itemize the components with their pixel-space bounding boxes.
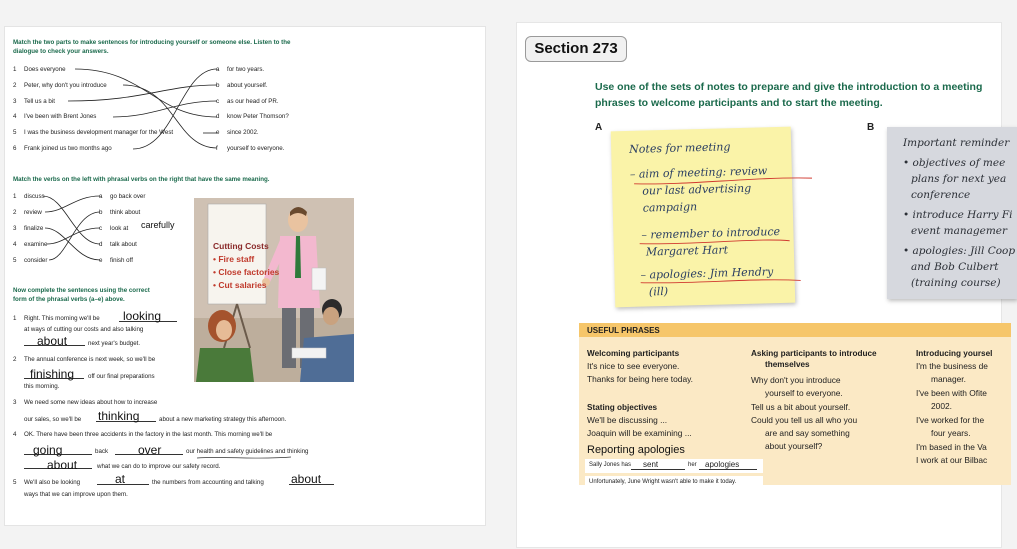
note-line: and Bob Culbert — [911, 261, 999, 273]
flipchart-title: Cutting Costs — [213, 241, 269, 251]
phrase-heading: Stating objectives — [587, 403, 658, 412]
item-letter: c — [216, 98, 220, 105]
sentence-1-line2: at ways of cutting our costs and also talking — [24, 326, 144, 333]
item-letter: a — [216, 66, 220, 73]
answer-blank — [631, 469, 685, 470]
item-number: 1 — [13, 66, 17, 73]
note-line: – aim of meeting: review — [629, 164, 768, 181]
item-number: 3 — [13, 399, 17, 406]
answer-apologies: apologies — [705, 460, 740, 469]
flipchart-text — [213, 240, 279, 292]
phrase-line: 2002. — [931, 401, 952, 411]
sentence-text: OK. There have been three accidents in the factory in the last month. This morning we'll be — [24, 431, 273, 438]
flipchart-item: • Close factories — [213, 267, 280, 277]
phrase-line: I'm the business de — [916, 361, 988, 371]
phrase-line: I work at our Bilbac — [916, 455, 988, 465]
sentence-4-line1 — [13, 431, 272, 439]
phrase-heading: Introducing yoursel — [916, 349, 993, 358]
phrase-line: I'm based in the Va — [916, 442, 987, 452]
item-letter: e — [216, 129, 220, 136]
phrase-heading-reporting-apologies: Reporting apologies — [587, 444, 685, 456]
exercise2-matching-lines — [5, 187, 125, 277]
sticky-note-a — [611, 127, 796, 308]
flipchart-item: • Cut salaries — [213, 280, 267, 290]
item-letter: f — [216, 145, 218, 152]
answer-looking: looking — [123, 309, 162, 323]
sentence-4-back: back — [95, 448, 109, 455]
underline-scribble — [195, 455, 295, 461]
sentence-3-line2-end: about a new marketing strategy this afternoon. — [159, 416, 287, 423]
exercise1-instruction-line1: Match the two parts to make sentences for introducing yourself or someone else. Listen to the — [13, 39, 291, 46]
item-text: go back over — [110, 193, 146, 200]
item-letter: a — [99, 193, 103, 200]
phrase-line: I've worked for the — [916, 415, 985, 425]
apology-text: Sally Jones has — [589, 462, 632, 468]
sentence-text: The annual conference is next week, so we'll be — [24, 356, 156, 363]
note-line: (ill) — [648, 284, 669, 299]
note-line: • objectives of mee — [903, 157, 1006, 169]
item-text: finish off — [110, 257, 133, 264]
sentence-1-line3: next year's budget. — [88, 340, 141, 347]
answer-over: over — [138, 443, 162, 457]
note-line: plans for next yea — [911, 173, 1007, 185]
item-text: I've been with Brent Jones — [24, 113, 97, 120]
note-line: conference — [911, 189, 971, 201]
exercise1-matching-lines — [5, 27, 485, 167]
phrase-line: I've been with Ofite — [916, 388, 987, 398]
item-letter: c — [99, 225, 103, 232]
exercise1-instruction-line2: dialogue to check your answers. — [13, 47, 109, 55]
note-line: event managemer — [911, 225, 1008, 237]
item-text: finalize — [24, 225, 44, 232]
phrase-line: It's nice to see everyone. — [587, 361, 680, 371]
note-label-a: A — [595, 122, 603, 133]
instruction-line2: phrases to welcome participants and to start the meeting. — [595, 97, 883, 109]
phrase-heading: Asking participants to introduce — [751, 349, 877, 358]
phrase-line: are and say something — [765, 428, 850, 438]
item-letter: e — [99, 257, 103, 264]
answer-finishing: finishing — [30, 367, 75, 381]
note-line: – remember to introduce — [641, 224, 781, 242]
item-text: consider — [24, 257, 48, 264]
item-text: as our head of PR. — [227, 98, 279, 105]
item-number: 1 — [13, 193, 17, 200]
useful-phrases-box — [579, 323, 1011, 485]
phrase-line: four years. — [931, 428, 971, 438]
item-number: 6 — [13, 145, 17, 152]
sentence-text: We'll also be looking — [24, 479, 81, 486]
exercise2-instruction: Match the verbs on the left with phrasal verbs on the right that have the same meaning. — [13, 176, 270, 183]
sentence-4-line3: what we can do to improve our safety record. — [97, 463, 221, 470]
section-label: Section 273 — [525, 36, 627, 62]
item-number: 2 — [13, 209, 17, 216]
note-label-b: B — [867, 122, 875, 133]
item-text: look at — [110, 225, 129, 232]
sentence-text: We need some new ideas about how to increase — [24, 399, 158, 406]
item-number: 5 — [13, 129, 17, 136]
answer-thinking: thinking — [98, 409, 140, 423]
answer-about: about — [291, 472, 322, 486]
apology-sentence-2 — [585, 476, 763, 490]
sentence-text: Right. This morning we'll be — [24, 315, 100, 322]
item-number: 1 — [13, 315, 17, 322]
item-text: talk about — [110, 241, 137, 248]
item-text: examine — [24, 241, 48, 248]
item-text: Peter, why don't you introduce — [24, 82, 107, 89]
note-red-underlines — [611, 126, 816, 307]
item-number: 3 — [13, 225, 17, 232]
item-text: about yourself. — [227, 82, 268, 89]
item-text: Tell us a bit — [24, 98, 55, 105]
sentence-5-line2: ways that we can improve upon them. — [24, 491, 128, 498]
sticky-note-b — [887, 127, 1017, 299]
useful-phrases-header: USEFUL PHRASES — [587, 326, 660, 335]
sentence-4-line2-end: our health and safety guidelines and thinking — [186, 448, 309, 455]
sentence-2-line2: off our final preparations — [88, 373, 155, 380]
item-text: review — [24, 209, 42, 216]
phrase-heading: Welcoming participants — [587, 349, 680, 358]
phrase-line: Tell us a bit about yourself. — [751, 402, 851, 412]
item-letter: d — [216, 113, 220, 120]
item-letter: d — [99, 241, 103, 248]
item-number: 2 — [13, 356, 17, 363]
phrase-heading: themselves — [765, 360, 810, 369]
phrase-line: manager. — [931, 374, 966, 384]
answer-about: about — [37, 334, 68, 348]
exercise3-instruction-line2: form of the phrasal verbs (a–e) above. — [13, 295, 125, 303]
sentence-2-line3: this morning. — [24, 383, 60, 390]
exercise3-instruction-line1: Now complete the sentences using the correct — [13, 287, 150, 294]
apology-text: Unfortunately, June Wright wasn't able to make it today. — [589, 479, 737, 485]
item-text: I was the business development manager for the West — [24, 129, 174, 136]
item-text: yourself to everyone. — [227, 145, 285, 152]
handwritten-note-carefully: carefully — [141, 220, 175, 230]
item-number: 4 — [13, 241, 17, 248]
note-line: campaign — [642, 200, 698, 215]
item-text: know Peter Thomson? — [227, 113, 289, 120]
note-line: • apologies: Jill Coop — [903, 245, 1016, 257]
phrase-line: yourself to everyone. — [765, 388, 843, 398]
sentence-1-line1 — [13, 315, 100, 323]
answer-at: at — [115, 472, 126, 486]
item-text: Does everyone — [24, 66, 66, 73]
item-text: Frank joined us two months ago — [24, 145, 112, 152]
item-text: for two years. — [227, 66, 265, 73]
item-number: 4 — [13, 431, 17, 438]
item-letter: b — [216, 82, 220, 89]
sentence-3-line1 — [13, 399, 157, 407]
sentence-3-line2-start: our sales, so we'll be — [24, 416, 82, 423]
item-number: 4 — [13, 113, 17, 120]
note-line: our last advertising — [642, 181, 752, 198]
apology-sentence-1 — [585, 459, 763, 473]
note-title: Notes for meeting — [629, 140, 731, 156]
meeting-illustration — [194, 198, 354, 382]
sentence-2-line1 — [13, 356, 155, 364]
note-line: Margaret Hart — [645, 243, 729, 259]
item-number: 3 — [13, 98, 17, 105]
phrase-line: Why don't you introduce — [751, 375, 841, 385]
phrase-line: Thanks for being here today. — [587, 374, 693, 384]
left-worksheet-page — [4, 26, 486, 526]
item-number: 5 — [13, 479, 17, 486]
item-number: 5 — [13, 257, 17, 264]
sentence-5-line1-end: the numbers from accounting and talking — [152, 479, 264, 486]
apology-text: her — [688, 462, 697, 468]
answer-blank — [699, 469, 757, 470]
answer-sent: sent — [643, 460, 659, 469]
item-text: think about — [110, 209, 141, 216]
phrase-line: We'll be discussing ... — [587, 415, 668, 425]
sentence-5-line1 — [13, 479, 80, 487]
note-line: – apologies: Jim Hendry — [640, 265, 774, 282]
right-worksheet-page — [516, 22, 1016, 548]
answer-about: about — [47, 458, 78, 472]
item-text: since 2002. — [227, 129, 259, 136]
note-line: • introduce Harry Fi — [903, 209, 1013, 221]
phrase-line: about yourself? — [765, 441, 823, 451]
item-text: discuss — [24, 193, 45, 200]
note-title: Important reminder — [903, 137, 1010, 149]
item-number: 2 — [13, 82, 17, 89]
exercise3-instruction — [13, 287, 150, 304]
instruction-line1: Use one of the sets of notes to prepare and give the introduction to a meeting — [595, 81, 983, 93]
answer-going: going — [33, 443, 63, 457]
note-line: (training course) — [911, 277, 1001, 289]
item-letter: b — [99, 209, 103, 216]
phrase-line: Could you tell us all who you — [751, 415, 858, 425]
phrase-line: Joaquin will be examining ... — [587, 428, 692, 438]
flipchart-item: • Fire staff — [213, 254, 255, 264]
